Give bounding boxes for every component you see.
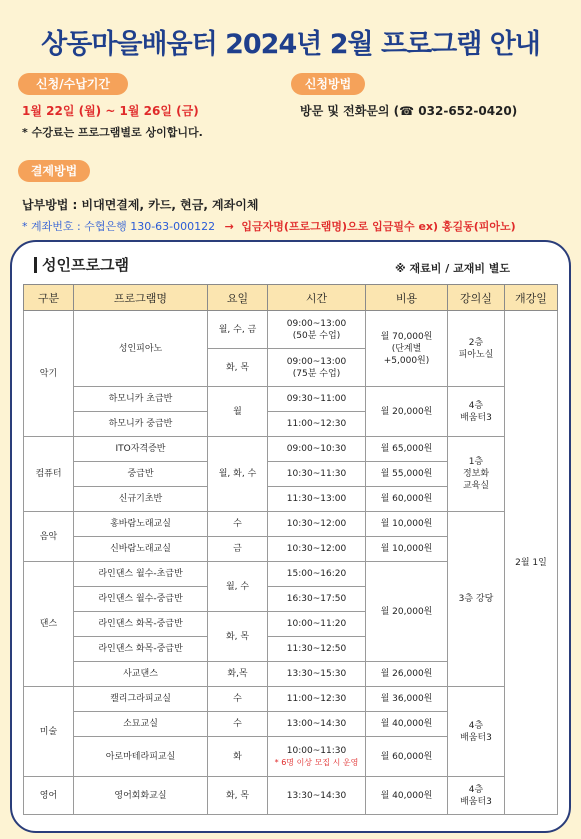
fee-cell: 월 65,000원 <box>366 437 448 462</box>
time-cell: 11:00~12:30 <box>268 412 366 437</box>
time-cell: 13:00~14:30 <box>268 712 366 737</box>
day-cell: 월, 수 <box>208 562 268 612</box>
day-cell: 월, 화, 수 <box>208 437 268 512</box>
schedule-table <box>23 284 558 815</box>
fee-cell: 월 55,000원 <box>366 462 448 487</box>
col-header: 요일 <box>208 285 268 311</box>
day-cell: 화,목 <box>208 662 268 687</box>
col-header: 프로그램명 <box>74 285 208 311</box>
day-cell: 화 <box>208 737 268 777</box>
fee-cell: 월 26,000원 <box>366 662 448 687</box>
time-cell: 10:00~11:30 * 6명 이상 모집 시 운영 <box>268 737 366 777</box>
day-cell: 월 <box>208 387 268 437</box>
room-cell: 3층 강당 <box>448 512 505 687</box>
col-header: 강의실 <box>448 285 505 311</box>
time-cell: 09:00~10:30 <box>268 437 366 462</box>
time-cell: 11:30~12:50 <box>268 637 366 662</box>
program-cell: ITO자격증반 <box>74 437 208 462</box>
fee-cell: 월 20,000원 <box>366 562 448 662</box>
fee-cell: 월 60,000원 <box>366 737 448 777</box>
time-cell: 09:00~13:00 (75분 수업) <box>268 349 366 387</box>
program-cell: 신바람노래교실 <box>74 537 208 562</box>
day-cell: 금 <box>208 537 268 562</box>
fee-cell: 월 36,000원 <box>366 687 448 712</box>
category-cell: 악기 <box>24 311 74 437</box>
program-cell: 라인댄스 월수-중급반 <box>74 587 208 612</box>
fee-cell: 월 40,000원 <box>366 777 448 815</box>
day-cell: 수 <box>208 512 268 537</box>
registration-period: 1월 22일 (월) ~ 1월 26일 (금) <box>22 104 199 118</box>
fee-cell: 월 10,000원 <box>366 512 448 537</box>
program-cell: 소묘교실 <box>74 712 208 737</box>
table-row <box>24 512 558 537</box>
col-header: 구분 <box>24 285 74 311</box>
table-row <box>24 437 558 462</box>
category-cell: 음악 <box>24 512 74 562</box>
program-cell: 아로마테라피교실 <box>74 737 208 777</box>
room-cell: 1층 정보화 교육실 <box>448 437 505 512</box>
program-cell: 라인댄스 월수-초급반 <box>74 562 208 587</box>
material-fee-note: ※ 재료비 / 교재비 별도 <box>395 262 511 275</box>
col-header: 비용 <box>366 285 448 311</box>
day-cell: 월, 수, 금 <box>208 311 268 349</box>
program-cell: 사교댄스 <box>74 662 208 687</box>
payment-badge: 결제방법 <box>18 160 90 182</box>
room-cell: 2층 피아노실 <box>448 311 505 387</box>
day-cell: 화, 목 <box>208 612 268 662</box>
account-number: * 계좌번호 : 수협은행 130-63-000122 <box>22 220 216 233</box>
time-cell: 11:00~12:30 <box>268 687 366 712</box>
arrow-icon: → <box>224 220 234 233</box>
fee-cell: 월 70,000원 (단계별 +5,000원) <box>366 311 448 387</box>
section-title: 성인프로그램 <box>34 257 129 273</box>
time-cell: 16:30~17:50 <box>268 587 366 612</box>
account-line <box>22 218 516 234</box>
category-cell: 댄스 <box>24 562 74 687</box>
time-cell: 10:30~11:30 <box>268 462 366 487</box>
table-row <box>24 687 558 712</box>
time-cell: 09:30~11:00 <box>268 387 366 412</box>
payment-methods: 납부방법 : 비대면결제, 카드, 현금, 계좌이체 <box>22 198 259 212</box>
start-date-cell: 2월 1일 <box>505 311 558 815</box>
category-cell: 미술 <box>24 687 74 777</box>
program-cell: 성인피아노 <box>74 311 208 387</box>
col-header: 개강일 <box>505 285 558 311</box>
table-row <box>24 311 558 349</box>
program-cell: 하모니카 중급반 <box>74 412 208 437</box>
time-cell: 15:00~16:20 <box>268 562 366 587</box>
program-cell: 중급반 <box>74 462 208 487</box>
col-header: 시간 <box>268 285 366 311</box>
room-cell: 4층 배움터3 <box>448 777 505 815</box>
table-row <box>24 777 558 815</box>
registration-badge: 신청/수납기간 <box>18 73 128 95</box>
time-cell: 11:30~13:00 <box>268 487 366 512</box>
fee-cell: 월 40,000원 <box>366 712 448 737</box>
program-cell: 신규기초반 <box>74 487 208 512</box>
day-cell: 화, 목 <box>208 777 268 815</box>
page-title: 상동마을배움터 2024년 2월 프로그램 안내 <box>41 29 540 60</box>
time-cell: 13:30~15:30 <box>268 662 366 687</box>
room-cell: 4층 배움터3 <box>448 387 505 437</box>
category-cell: 컴퓨터 <box>24 437 74 512</box>
day-cell: 화, 목 <box>208 349 268 387</box>
program-cell: 하모니카 초급반 <box>74 387 208 412</box>
program-cell: 라인댄스 화목-중급반 <box>74 612 208 637</box>
time-cell: 09:00~13:00 (50분 수업) <box>268 311 366 349</box>
program-cell: 영어회화교실 <box>74 777 208 815</box>
program-cell: 라인댄스 화목-중급반 <box>74 637 208 662</box>
fee-cell: 월 10,000원 <box>366 537 448 562</box>
category-cell: 영어 <box>24 777 74 815</box>
fee-cell: 월 60,000원 <box>366 487 448 512</box>
fee-cell: 월 20,000원 <box>366 387 448 437</box>
time-cell: 10:30~12:00 <box>268 537 366 562</box>
time-cell: 10:30~12:00 <box>268 512 366 537</box>
program-cell: 홍바람노래교실 <box>74 512 208 537</box>
room-cell: 4층 배움터3 <box>448 687 505 777</box>
time-cell: 10:00~11:20 <box>268 612 366 637</box>
recruit-note: * 6명 이상 모집 시 운영 <box>274 757 359 767</box>
program-cell: 캘리그라피교실 <box>74 687 208 712</box>
table-row <box>24 387 558 412</box>
fee-note: * 수강료는 프로그램별로 상이합니다. <box>22 126 203 139</box>
deposit-note: 입금자명(프로그램명)으로 입금필수 ex) 홍길동(피아노) <box>241 220 516 233</box>
day-cell: 수 <box>208 712 268 737</box>
time-cell: 13:30~14:30 <box>268 777 366 815</box>
table-header-row <box>24 285 558 311</box>
apply-badge: 신청방법 <box>291 73 365 95</box>
apply-method: 방문 및 전화문의 (☎ 032-652-0420) <box>300 104 518 118</box>
day-cell: 수 <box>208 687 268 712</box>
